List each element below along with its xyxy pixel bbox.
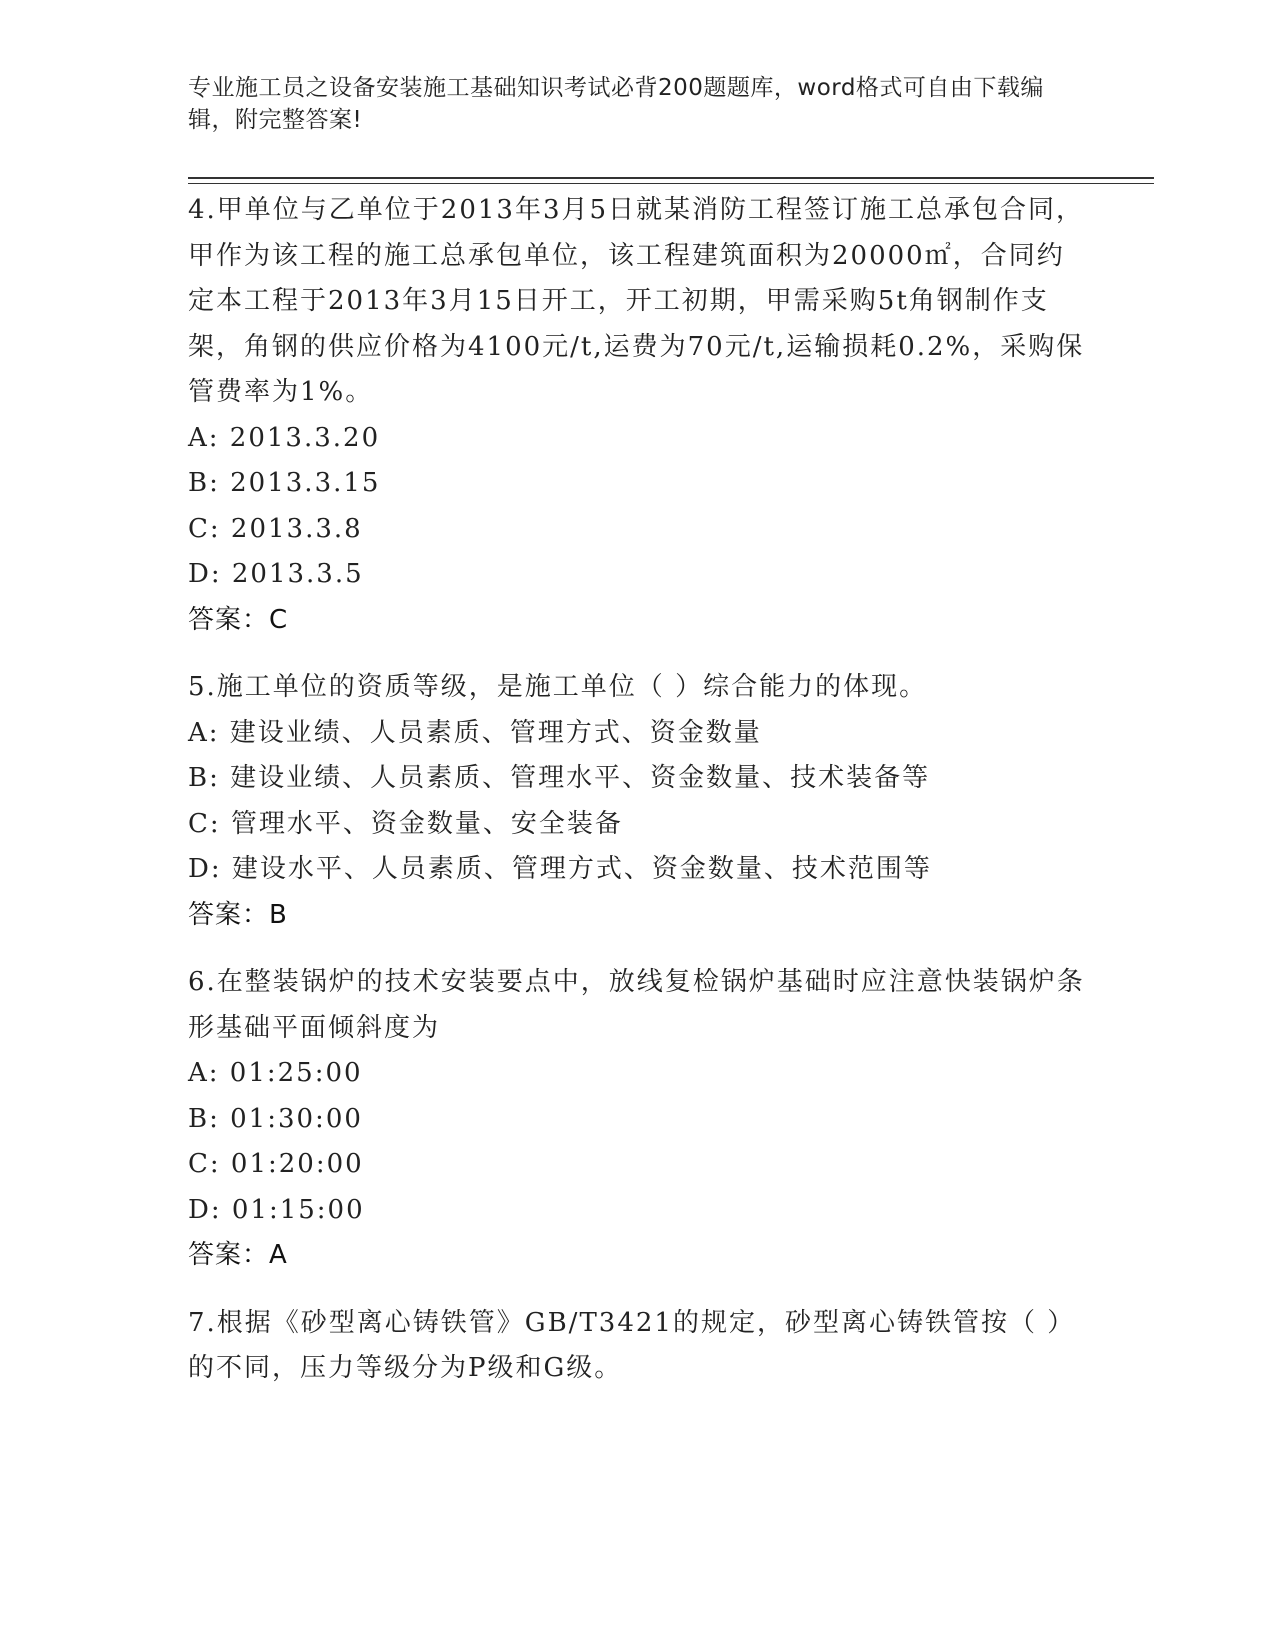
option-a: A: 建设业绩、人员素质、管理方式、资金数量 [188,717,762,748]
option-c: C: 管理水平、资金数量、安全装备 [188,808,623,839]
option-c: C: 2013.3.8 [188,513,363,544]
header-divider [188,177,1154,179]
answer-value: B [269,899,287,930]
question-7 [188,1301,1088,1392]
option-c: C: 01:20:00 [188,1149,364,1179]
option-d: D: 建设水平、人员素质、管理方式、资金数量、技术范围等 [188,854,932,884]
question-text: 4.甲单位与乙单位于2013年3月5日就某消防工程签订施工总承包合同，甲作为该工程的施工总承包单位，该工程建筑面积为20000㎡，合同约定本工程于2013年3月15日开工，开工初期，甲需采购5t角钢制作支架，角钢的供应价格为4100元/t,运费为70元/t,运输损耗0.2%，采购保管费率为1%。 [188,195,1085,407]
option-d: D: 2013.3.5 [188,559,364,589]
answer-line [188,893,1088,939]
option-a: A: 01:25:00 [188,1058,363,1088]
document-header: 专业施工员之设备安装施工基础知识考试必背200题题库，word格式可自由下载编辑，附完整答案! [188,75,1044,133]
question-list [188,188,1088,1414]
question-6 [188,960,1088,1279]
option-b: B: 2013.3.15 [188,468,381,498]
answer-label: 答案： [188,604,270,635]
question-4 [188,188,1088,643]
answer-value: C [269,604,288,635]
answer-line [188,1233,1088,1279]
answer-label: 答案： [188,1240,270,1270]
question-text: 6.在整装锅炉的技术安装要点中，放线复检锅炉基础时应注意快装锅炉条形基础平面倾斜度为 [188,967,1085,1043]
option-a: A: 2013.3.20 [188,422,381,453]
answer-value: A [269,1240,287,1270]
option-b: B: 建设业绩、人员素质、管理水平、资金数量、技术装备等 [188,763,931,793]
option-b: B: 01:30:00 [188,1103,363,1134]
header-divider-thin [188,183,1154,184]
question-text: 5.施工单位的资质等级，是施工单位（ ）综合能力的体现。 [188,672,928,702]
answer-label: 答案： [188,899,270,930]
answer-line [188,598,1088,644]
question-5 [188,665,1088,938]
question-text: 7.根据《砂型离心铸铁管》GB/T3421的规定，砂型离心铸铁管按（ ）的不同，压力等级分为P级和G级。 [188,1307,1076,1383]
option-d: D: 01:15:00 [188,1194,365,1225]
